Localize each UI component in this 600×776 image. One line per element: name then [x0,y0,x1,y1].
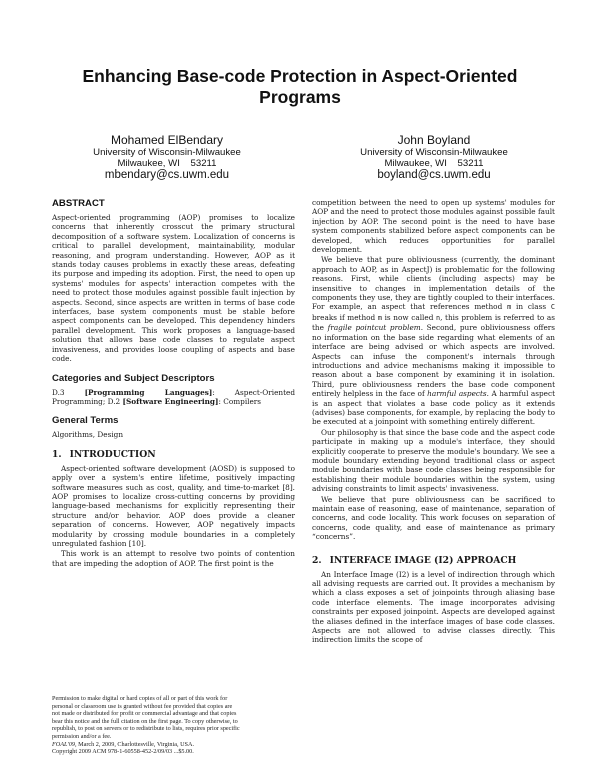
body-paragraph: An Interface Image (I2) is a level of indirection through which all advising requests are carried out. It provides a mechanism by which a class exposes a set of joinpoints through aliasing base code interface elements. The image incorporates advising constraints per exposed joinpoint. Aspects are developed against the aliases defined in the interface images of base code classes. Aspects are not allowed to advise classes directly. This indirection limits the scope of [312,569,555,645]
author-affiliation: University of Wisconsin-Milwaukee [360,147,508,158]
category-code: D.2 [107,396,121,406]
body-paragraph: competition between the need to open up systems' modules for AOP and the need to protect those modules against possible fault injection by AOP. The second point is the need to have base system components stabilized before aspect components can be developed, which reduces opportunities for parallel development. [312,198,555,255]
author-email: boyland@cs.uwm.edu [377,169,491,181]
author-name: John Boyland [397,133,471,147]
footnote-line: permission and/or a fee. [52,732,112,740]
categories-text [52,388,295,407]
footnote-line: republish, to post on servers or to redistribute to lists, requires prior specific [52,725,240,733]
footnote-copyright: Copyright 2009 ACM 978-1-60558-452-2/09/03 ...$5.00. [52,748,194,756]
author-block-2 [319,133,549,182]
footnote-line: not made or distributed for profit or commercial advantage and that copies [52,710,237,718]
left-column [52,198,295,569]
author-address: Milwaukee, WI 53211 [384,158,484,169]
footnote-line: personal or classroom use is granted without fee provided that copies are [52,702,233,710]
abstract-text: Aspect-oriented programming (AOP) promises to localize concerns that inherently crosscut the primary structural decomposition of a software system. Localization of concerns is critical to parallel development, maintainability, modular reasoning, and program understanding. However, AOP as it stands today causes problems in exactly these areas, defeating its purpose and impeding its adoption. First, the need to open up systems' modules for aspects' interaction competes with the need to protect those modules against possible fault injection by aspects. Second, since aspects are written in terms of base code interfaces, base system components must be stable before aspect components can be developed. This dependency hinders parallel development. This work proposes a language-based solution that allows base code classes to regulate aspect invasiveness, and provides loose coupling of aspects and base code. [52,213,295,364]
footnote-line: bear this notice and the full citation on the first page. To copy otherwise, to [52,717,238,725]
paper-title: Enhancing Base-code Protection in Aspect-Oriented Programs [82,66,518,107]
category-name: [Programming Languages] [84,387,213,397]
section-title: INTRODUCTION [69,448,156,460]
author-name: Mohamed ElBendary [110,133,224,147]
category-rest: : Aspect-Oriented Programming; [52,387,296,406]
category-rest: : Compilers [218,396,262,406]
author-email: mbendary@cs.uwm.edu [104,169,230,181]
author-affiliation: University of Wisconsin-Milwaukee [93,147,241,158]
intro-paragraph: This work is an attempt to resolve two points of contention that are impeding the adoption of AOP. The first point is the [52,549,295,568]
intro-paragraph: Aspect-oriented software development (AOSD) is supposed to apply over a system's entire lifetime, positively impacting software measures such as cost, quality, and time-to-market [8]. AOP promises to localize cross-cutting concerns by providing language-based mechanisms for explicitly representing their structure and/or behavior. AOP does provide a cleaner separation of concerns. However, AOP negatively impacts modularity by crossing module boundaries in a completely unregulated fashion [10]. [52,463,295,548]
body-paragraph: Our philosophy is that since the base code and the aspect code participate in making up a module's interface, they should explicitly cooperate to preserve the module's boundary. We see a module boundary extending beyond traditional class or aspect module boundaries with base code classes being responsible for establishing their module boundaries within the system, using advising constraints to limit aspects' invasiveness. [312,427,555,494]
author-address: Milwaukee, WI 53211 [117,158,217,169]
footnote-venue: FOAL'09, March 2, 2009, Charlottesville, Virginia, USA. [52,740,194,748]
intro-heading [52,449,295,460]
right-column [312,198,555,646]
section-2-heading [312,555,555,566]
category-name: [Software Engineering] [122,396,219,406]
abstract-heading: ABSTRACT [52,198,105,209]
author-block-1 [52,133,282,182]
footnote-line: Permission to make digital or hard copies of all or part of this work for [52,695,228,702]
body-paragraph: We believe that pure obliviousness can be sacrificed to maintain ease of reasoning, ease of maintenance, separation of concerns, and code locality. This work focuses on separation of concerns, code quality, and ease of maintenance as primary “concerns”. [312,494,555,542]
general-terms-text: Algorithms, Design [52,430,124,440]
general-terms-heading: General Terms [52,415,119,427]
section-title: INTERFACE IMAGE (I2) APPROACH [329,554,517,566]
category-code: D.3 [52,387,65,397]
copyright-footnote [52,695,295,756]
categories-heading: Categories and Subject Descriptors [52,372,215,384]
section-number: 2. [312,554,322,566]
section-number: 1. [52,448,62,460]
body-paragraph: We believe that pure obliviousness (currently, the dominant approach to AOP, as in AspectJ) is problematic for the following reasons. First, while clients (including aspects) may be insensitive to changes in implementation details of the components they use, they are tightly coupled to their interfaces. For example, an aspect that references method m in class C breaks if method m is now called n, this problem is referred to as the fragile pointcut problem. Second, pure obliviousness offers no information on the base side regarding what elements of an interface are being advised or which aspects are involved. Aspects can infuse the component's internals through introductions and advice mechanisms making it impossible to reason about a base component by examining it in isolation. Third, pure obliviousness renders the base code component entirely helpless in the face of harmful aspects. A harmful aspect is an aspect that violates a base code policy as it extends (advises) base components, for example, by replacing the body to be executed at a joinpoint with something entirely different. [312,255,556,427]
